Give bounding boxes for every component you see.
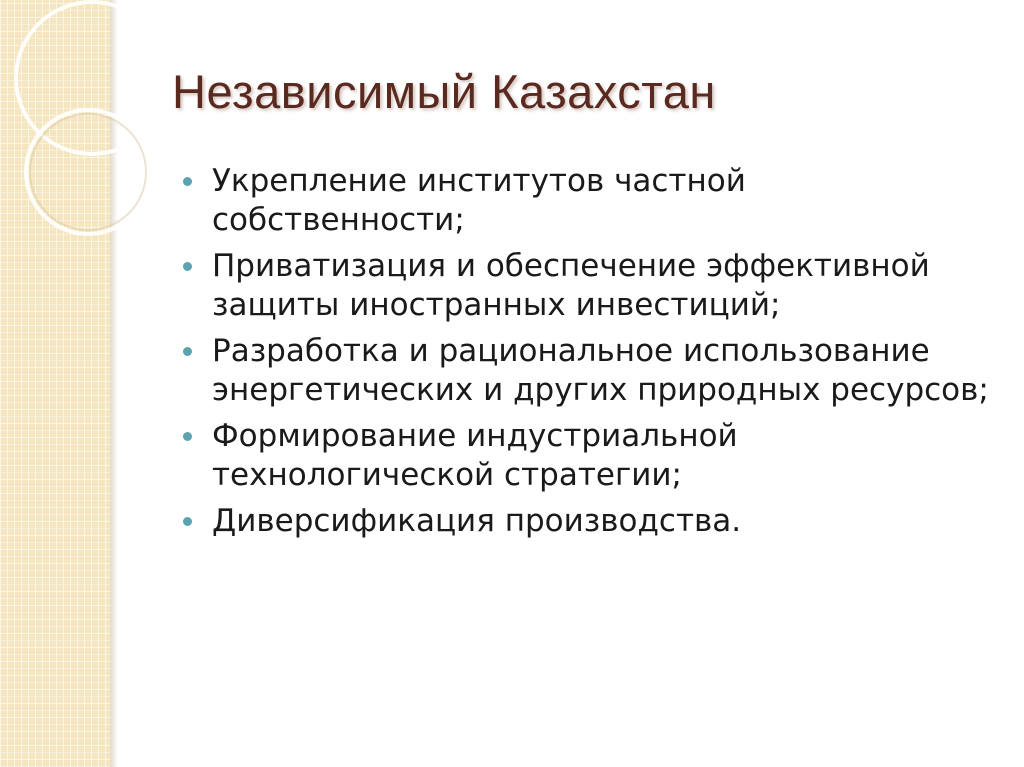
bullet-dot-icon [183,517,192,526]
bullet-text: Диверсификация производства. [212,503,742,539]
bullet-dot-icon [183,262,192,271]
decorative-ring-shade [30,114,146,230]
bullet-item [180,162,1000,240]
bullet-dot-icon [183,177,192,186]
bullet-text: Формирование индустриальной технологической стратегии; [212,418,738,493]
decorative-ring-upper [16,2,160,154]
bullet-text: Разработка и рациональное использование энергетических и других природных ресурсов; [212,333,989,408]
decorative-rings [0,0,160,260]
bullet-text: Укрепление институтов частной собственности; [212,163,746,238]
bullet-item [180,502,1000,541]
decorative-ring-lower [26,110,150,234]
bullet-item [180,332,1000,410]
bullet-list [180,162,1000,548]
bullet-text: Приватизация и обеспечение эффективной защиты иностранных инвестиций; [212,248,930,323]
bullet-dot-icon [183,432,192,441]
slide-title: Независимый Казахстан [172,65,716,118]
bullet-dot-icon [183,347,192,356]
bullet-item [180,247,1000,325]
bullet-item [180,417,1000,495]
